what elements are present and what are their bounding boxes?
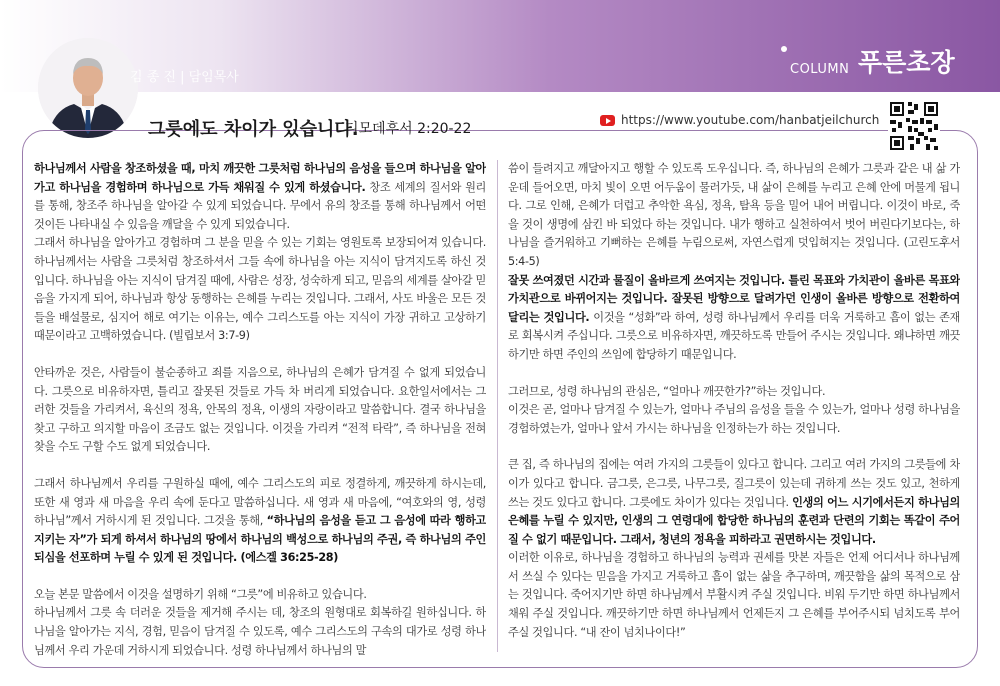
paragraph	[508, 456, 960, 549]
paragraph-emphasis: “하나님의 음성을 듣고 그 음성에 따라 행하고 지키는 자”가 되게 하셔서 하나님의 땅에서 하나님의 백성으로 하나님의 주권, 즉 하나님의 주인 되심을 선포하며 누릴 수 있게 된 것입니다. (에스겔 36:25-28)	[34, 514, 486, 565]
paragraph-text: 그래서 하나님께서 우리를 구원하실 때에, 예수 그리스도의 피로 정결하게, 깨끗하게 하시는데, 또한 새 영과 새 마음을 우리 속에 둔다고 말씀하십니다. 새 영과 새 마음에, “여호와의 영, 성령 하나님”께서 거하시게 된 것입니다. 그것을 통해,	[34, 476, 486, 528]
paragraph: 오늘 본문 말씀에서 이것을 설명하기 위해 “그릇”에 비유하고 있습니다.	[34, 587, 367, 601]
paragraph	[508, 272, 960, 365]
column-divider	[497, 160, 498, 652]
paragraph-emphasis: 인생의 어느 시기에서든지 하나님의 은혜를 누릴 수 있지만, 인생의 그 연령대에 합당한 하나님의 훈련과 단련의 기회는 똑같이 주어질 수 없기 때문입니다. 그래서, 청년의 정욕을 피하라고 권면하시는 것입니다.	[508, 495, 960, 546]
paragraph: 씀이 들려지고 깨달아지고 행할 수 있도록 도우십니다. 즉, 하나님의 은혜가 그릇과 같은 내 삶 가운데 들어오면, 마치 빛이 오면 어두움이 물러가듯, 내 삶이 은혜를 누리고 은혜 안에 머물게 됩니다. 그로 인해, 은혜가 더럽고 추악한 욕심, 정욕, 탐욕 등을 밀어 내어 버립니다. 이것이 바로, 죽을 것이 생명에 삼킨 바 되었다 하는 것입니다. 내가 행하고 실천하여서 벗어 버린다기보다는, 하나님을 즐거워하고 기뻐하는 은혜를 누림으로써, 자연스럽게 덧입혀지는 것입니다. (고린도후서 5:4-5)	[508, 162, 960, 268]
paragraph: 이것은 곧, 얼마나 담겨질 수 있는가, 얼마나 주님의 음성을 들을 수 있는가, 얼마나 성령 하나님을 경험하였는가, 얼마나 앞서 가시는 하나님을 인정하는가 하는 것입니다.	[508, 403, 960, 435]
paragraph: 그러므로, 성령 하나님의 관심은, “얼마나 깨끗한가?”하는 것입니다.	[508, 384, 826, 398]
column-dot-icon	[781, 46, 787, 52]
pastor-photo	[38, 38, 138, 138]
article-column-right	[508, 160, 960, 660]
youtube-icon[interactable]	[600, 115, 615, 126]
paragraph-emphasis: 하나님께서 사람을 창조하셨을 때, 마치 깨끗한 그릇처럼 하나님의 음성을 들으며 하나님을 알아가고 하나님을 경험하며 하나님으로 가득 채워질 수 있게 하셨습니다.	[34, 162, 486, 194]
pastor-name: 김 종 진 | 담임목사	[130, 70, 239, 85]
paragraph: 이러한 이유로, 하나님을 경험하고 하나님의 능력과 권세를 맛본 자들은 언제 어디서나 하나님께서 쓰실 수 있다는 믿음을 가지고 거룩하고 흠이 없는 삶을 추구하며, 깨끗함을 삶의 목적으로 삼는 것입니다. 죽어지기만 하면 하나님께서 부활시켜 주실 것입니다. 비워 두기만 하면 하나님께서 채워 주실 것입니다. 깨끗하기만 하면 하나님께서 언제든지 그 은혜를 부어주시되 넘치도록 부어주실 것입니다. “내 잔이 넘치나이다!”	[508, 551, 960, 639]
paragraph	[34, 475, 486, 568]
paragraph-emphasis: 잘못 쓰여졌던 시간과 물질이 올바르게 쓰여지는 것입니다. 틀린 목표와 가치관이 올바른 목표와 가치관으로 바뀌어지는 것입니다. 잘못된 방향으로 달려가던 인생이 올바른 방향으로 전환하여 달리는 것입니다.	[508, 273, 960, 324]
pastor-portrait-icon	[38, 38, 138, 138]
sermon-title: 그릇에도 차이가 있습니다.	[148, 119, 359, 140]
paragraph-text: 창조 세계의 질서와 원리를 통해, 창조주 하나님을 알아갈 수 있게 되었습니다. 무에서 유의 창조를 통해 하나님께서 어떤 것이든 나타내실 수 있음을 깨달을 수 있게 되었습니다.	[34, 180, 486, 231]
qr-code-icon	[888, 100, 940, 152]
column-label: COLUMN	[790, 62, 850, 77]
youtube-link[interactable]: https://www.youtube.com/hanbatjeilchurch	[621, 113, 880, 127]
sermon-reference: 디모데후서 2:20-22	[345, 121, 472, 137]
paragraph-text: 이것을 “성화”라 하여, 성령 하나님께서 우리를 더욱 거룩하고 흠이 없는 존재로 회복시켜 주십니다. 그릇으로 비유하자면, 깨끗하도록 만들어 주시는 것입니다. 왜냐하면 깨끗하기만 하면 주인의 쓰임에 합당하기 때문입니다.	[508, 310, 960, 361]
paragraph: 하나님께서 그릇 속 더러운 것들을 제거해 주시는 데, 창조의 원형대로 회복하길 원하십니다. 하나님을 알아가는 지식, 경험, 믿음이 담겨질 수 있도록, 예수 그리스도의 구속의 대가로 성령 하나님께서 우리 가운데 거하시게 되었습니다. 성령 하나님께서 하나님의 말	[34, 606, 486, 657]
paragraph	[34, 160, 486, 234]
column-title: 푸른초장	[858, 48, 955, 77]
paragraph: 안타까운 것은, 사람들이 불순종하고 죄를 지음으로, 하나님의 은혜가 담겨질 수 없게 되었습니다. 그릇으로 비유하자면, 틀리고 잘못된 것들로 가득 차 버리게 되었습니다. 요한일서에서는 그러한 것들을 가리켜서, 육신의 정욕, 안목의 정욕, 이생의 자랑이라고 말씀합니다. 결국 하나님을 찾고 구하고 의지할 마음이 조금도 없는 것입니다. 이것을 가리켜 “전적 타락”, 즉 하나님을 전혀 찾을 수도 구할 수도 없게 되었습니다.	[34, 365, 486, 454]
paragraph: 그래서 하나님을 알아가고 경험하며 그 분을 믿을 수 있는 기회는 영원토록 보장되어져 있습니다. 하나님께서는 사람을 그릇처럼 창조하셔서 그들 속에 하나님을 아는 지식이 담겨지도록 하신 것입니다. 하나님을 아는 지식이 담겨질 때에, 사람은 성장, 성숙하게 되고, 믿음의 세계를 살아갈 믿음을 가지게 되어, 하나님과 항상 동행하는 은혜를 누리는 것입니다. 그래서, 사도 바울은 모든 것들을 배설물로, 심지어 해로 여기는 이유는, 예수 그리스도를 아는 지식이 가장 귀하고 고상하기 때문이라고 고백하였습니다. (빌립보서 3:7-9)	[34, 236, 486, 343]
paragraph-text: 큰 집, 즉 하나님의 집에는 여러 가지의 그릇들이 있다고 합니다. 그리고 여러 가지의 그릇들에 차이가 있다고 합니다. 금그릇, 은그릇, 나무그릇, 질그릇이 있는데 귀하게 쓰는 것도 있고, 천하게 쓰는 것도 있다고 합니다. 그릇에도 차이가 있다는 것입니다.	[508, 458, 960, 509]
article-column-left	[34, 160, 486, 660]
